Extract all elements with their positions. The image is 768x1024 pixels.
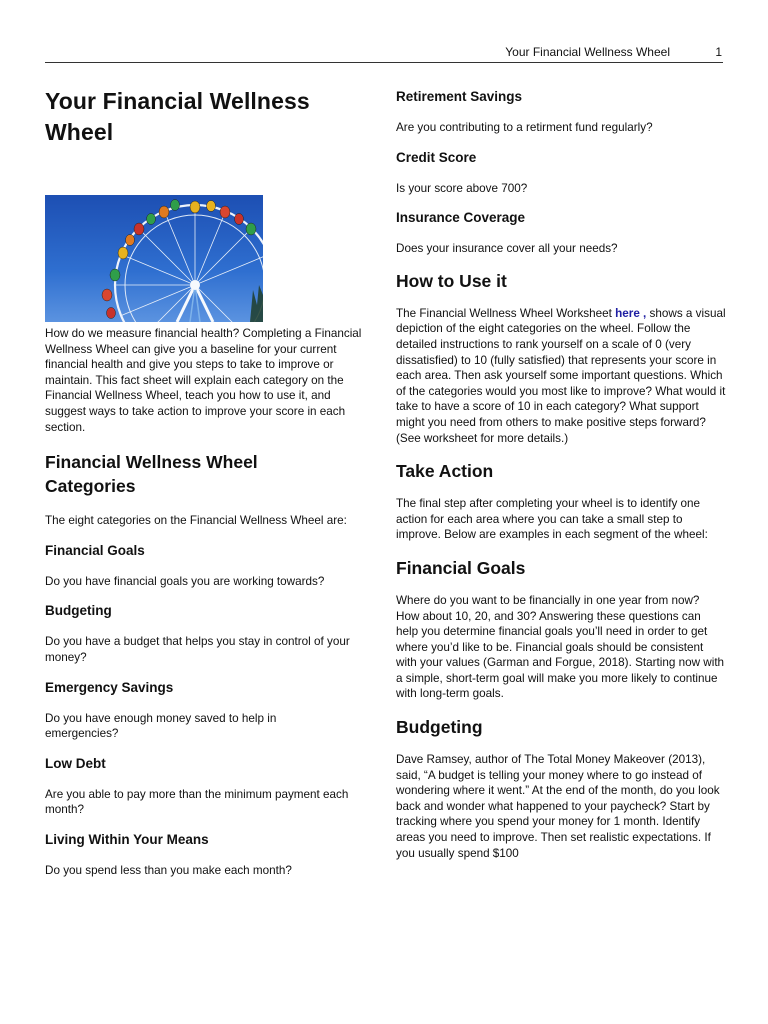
how-to-use-text-end: shows a visual depiction of the eight categories on the wheel. Follow the detailed instructions to rank yourself on a scale of 0 (very dissatisfied) to 10 (fully satisfied) that represents your score in each area. Then ask yourself some important questions. Which of the categories would you most like to improve? What would it take to have a score of 10 in each category? What support might you need from others to make positive steps forward? (See worksheet for more details.) [396,306,726,445]
budgeting-paragraph: Dave Ramsey, author of The Total Money Makeover (2013), said, “A budget is telling your money where to go instead of wondering where it went.” At the end of the month, do you look back and wonder what happened to your paycheck? Start by tracking where you spend your money for 1 month. Identify areas you need to improve. Then set realistic expectations. If you usually spend $100 [396,753,720,860]
category-title: Emergency Savings [45,679,174,695]
category-title: Insurance Coverage [396,210,526,226]
how-to-use-text-start: The Financial Wellness Wheel Worksheet [396,306,616,320]
category-title: Financial Goals [45,542,145,558]
intro-paragraph: How do we measure financial health? Completing a Financial Wellness Wheel can give you a baseline for your current financial health and give you steps to take to improve or maintain. This fact sheet will explain each category on the Financial Wellness Wheel, teach you how to use it, and suggest ways to take action to improve your score in each section. [45,327,362,434]
budgeting-heading: Budgeting [396,717,483,738]
category-title: Budgeting [45,603,112,619]
category-title: Retirement Savings [396,89,523,104]
right-column [396,88,726,861]
category-title: Credit Score [396,149,477,165]
category-question: Do you have enough money saved to help in emergencies? [45,711,277,741]
category-title: Low Debt [45,755,106,771]
category-title: Living Within Your Means [45,831,209,847]
ferris-wheel-photo [45,195,263,322]
category-question: Are you contributing to a retirment fund regularly? [396,121,653,134]
take-action-paragraph: The final step after completing your wheel is to identify one action for each area where you can take a small step to improve. Below are examples in each segment of the wheel: [396,497,708,542]
category-question: Does your insurance cover all your needs? [396,242,618,256]
financial-goals-paragraph: Where do you want to be financially in one year from now? How about 10, 20, and 30? Answering these questions can help you determine financial goals you’ll need in order to get where you’d like to be. Financial goals should be consistent with your values (Garman and Forgue, 2018). Starting now with a simple, short-term goal will make you more likely to continue with long-term goals. [396,593,725,701]
page-number: 1 [715,45,722,59]
category-question: Do you spend less than you make each month? [45,863,292,877]
left-column [45,86,375,879]
financial-goals-heading: Financial Goals [396,557,526,578]
take-action-heading: Take Action [396,461,494,482]
page-header [45,44,723,63]
worksheet-link[interactable]: here , [615,306,647,320]
category-question: Are you able to pay more than the minimum payment each month? [45,787,349,817]
category-question: Do you have financial goals you are working towards? [45,574,325,588]
how-to-use-heading: How to Use it [396,270,507,291]
category-question: Do you have a budget that helps you stay in control of your money? [45,635,350,664]
categories-lead: The eight categories on the Financial Wellness Wheel are: [45,514,347,528]
running-title: Your Financial Wellness Wheel [505,45,670,59]
how-to-use-paragraph [396,306,726,446]
categories-heading: Financial Wellness Wheel Categories [45,452,258,497]
document-title: Your Financial Wellness Wheel [45,88,310,145]
category-question: Is your score above 700? [396,181,528,195]
